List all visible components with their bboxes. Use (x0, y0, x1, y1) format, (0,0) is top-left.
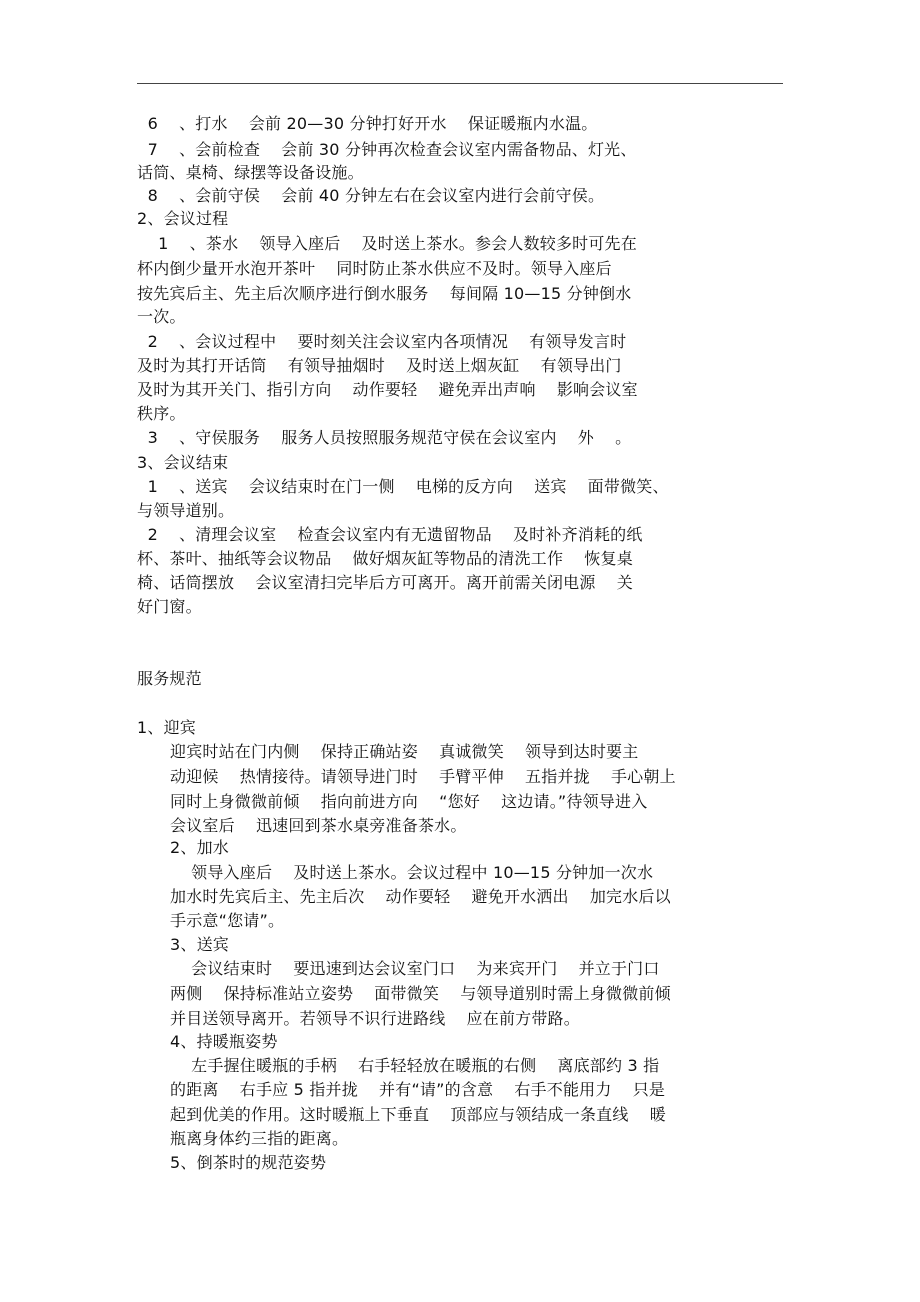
text-line: 会议室后 迅速回到茶水桌旁准备茶水。 (170, 816, 467, 835)
text-line: 及时为其打开话筒 有领导抽烟时 及时送上烟灰缸 有领导出门 (137, 356, 622, 375)
text-line: 领导入座后 及时送上茶水。会议过程中 10—15 分钟加一次水 (170, 863, 654, 882)
text-line: 及时为其开关门、指引方向 动作要轻 避免弄出声响 影响会议室 (137, 380, 638, 399)
text-line: 迎宾时站在门内侧 保持正确站姿 真诚微笑 领导到达时要主 (170, 742, 639, 761)
text-line: 2、会议过程 (137, 209, 229, 228)
header-rule (137, 83, 783, 84)
text-line: 并目送领导离开。若领导不识行进路线 应在前方带路。 (170, 1009, 580, 1028)
text-line: 1 、送宾 会议结束时在门一侧 电梯的反方向 送宾 面带微笑、 (137, 477, 669, 496)
text-line: 1、迎宾 (137, 718, 196, 737)
text-line: 1 、茶水 领导入座后 及时送上茶水。参会人数较多时可先在 (137, 234, 637, 253)
text-line: 两侧 保持标准站立姿势 面带微笑 与领导道别时需上身微微前倾 (170, 984, 671, 1003)
text-line: 杯、茶叶、抽纸等会议物品 做好烟灰缸等物品的清洗工作 恢复桌 (137, 549, 633, 568)
text-line: 与领导道别。 (137, 501, 235, 520)
text-line: 动迎候 热情接待。请领导进门时 手臂平伸 五指并拢 手心朝上 (170, 767, 676, 786)
text-line: 一次。 (137, 307, 186, 326)
text-line: 秩序。 (137, 404, 186, 423)
text-line: 3、会议结束 (137, 453, 229, 472)
text-line: 4、持暖瓶姿势 (170, 1032, 278, 1051)
text-line: 会议结束时 要迅速到达会议室门口 为来宾开门 并立于门口 (170, 959, 660, 978)
text-line: 2、加水 (170, 838, 229, 857)
text-line: 7 、会前检查 会前 30 分钟再次检查会议室内需备物品、灯光、 (137, 140, 637, 159)
text-line: 3 、守侯服务 服务人员按照服务规范守侯在会议室内 外 。 (137, 428, 632, 447)
text-line: 8 、会前守侯 会前 40 分钟左右在会议室内进行会前守侯。 (137, 186, 605, 205)
text-line: 3、送宾 (170, 935, 229, 954)
text-line: 同时上身微微前倾 指向前进方向 “您好 这边请。”待领导进入 (170, 792, 648, 811)
text-line: 好门窗。 (137, 597, 202, 616)
text-line: 6 、打水 会前 20—30 分钟打好开水 保证暖瓶内水温。 (137, 114, 598, 133)
text-line: 左手握住暖瓶的手柄 右手轻轻放在暖瓶的右侧 离底部约 3 指 (170, 1056, 660, 1075)
text-line: 起到优美的作用。这时暖瓶上下垂直 顶部应与领结成一条直线 暖 (170, 1105, 666, 1124)
text-line: 按先宾后主、先主后次顺序进行倒水服务 每间隔 10—15 分钟倒水 (137, 284, 632, 303)
text-line: 椅、话筒摆放 会议室清扫完毕后方可离开。离开前需关闭电源 关 (137, 573, 633, 592)
text-line: 手示意“您请”。 (170, 911, 285, 930)
text-line: 服务规范 (137, 669, 202, 688)
text-line: 加水时先宾后主、先主后次 动作要轻 避免开水洒出 加完水后以 (170, 887, 671, 906)
text-line: 2 、清理会议室 检查会议室内有无遗留物品 及时补齐消耗的纸 (137, 525, 643, 544)
text-line: 杯内倒少量开水泡开茶叶 同时防止茶水供应不及时。领导入座后 (137, 259, 612, 278)
text-line: 2 、会议过程中 要时刻关注会议室内各项情况 有领导发言时 (137, 332, 627, 351)
text-line: 瓶离身体约三指的距离。 (170, 1129, 349, 1148)
text-line: 5、倒茶时的规范姿势 (170, 1153, 327, 1172)
text-line: 话筒、桌椅、绿摆等设备设施。 (137, 163, 364, 182)
text-line: 的距离 右手应 5 指并拢 并有“请”的含意 右手不能用力 只是 (170, 1080, 666, 1099)
